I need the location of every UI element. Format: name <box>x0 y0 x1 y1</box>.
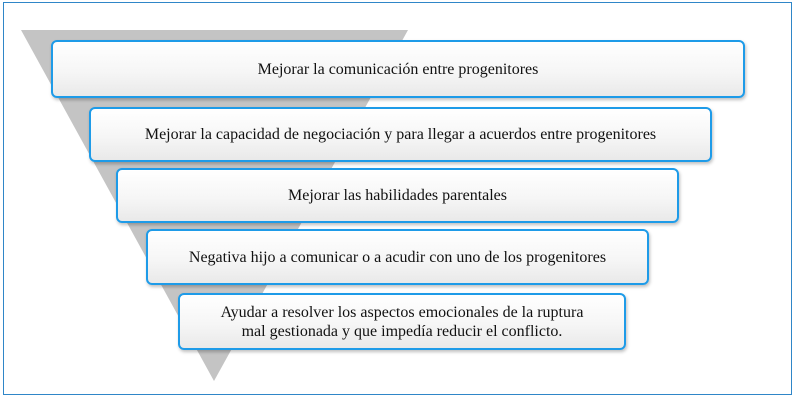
funnel-stage-4: Negativa hijo a comunicar o a acudir con uno de los progenitores <box>146 229 649 285</box>
funnel-stage-5: Ayudar a resolver los aspectos emocionales de la ruptura mal gestionada y que impedía reducir el conflicto. <box>178 293 626 350</box>
funnel-stage-2: Mejorar la capacidad de negociación y para llegar a acuerdos entre progenitores <box>89 107 712 162</box>
funnel-stage-3: Mejorar las habilidades parentales <box>116 168 679 223</box>
funnel-stage-1: Mejorar la comunicación entre progenitores <box>51 40 745 98</box>
